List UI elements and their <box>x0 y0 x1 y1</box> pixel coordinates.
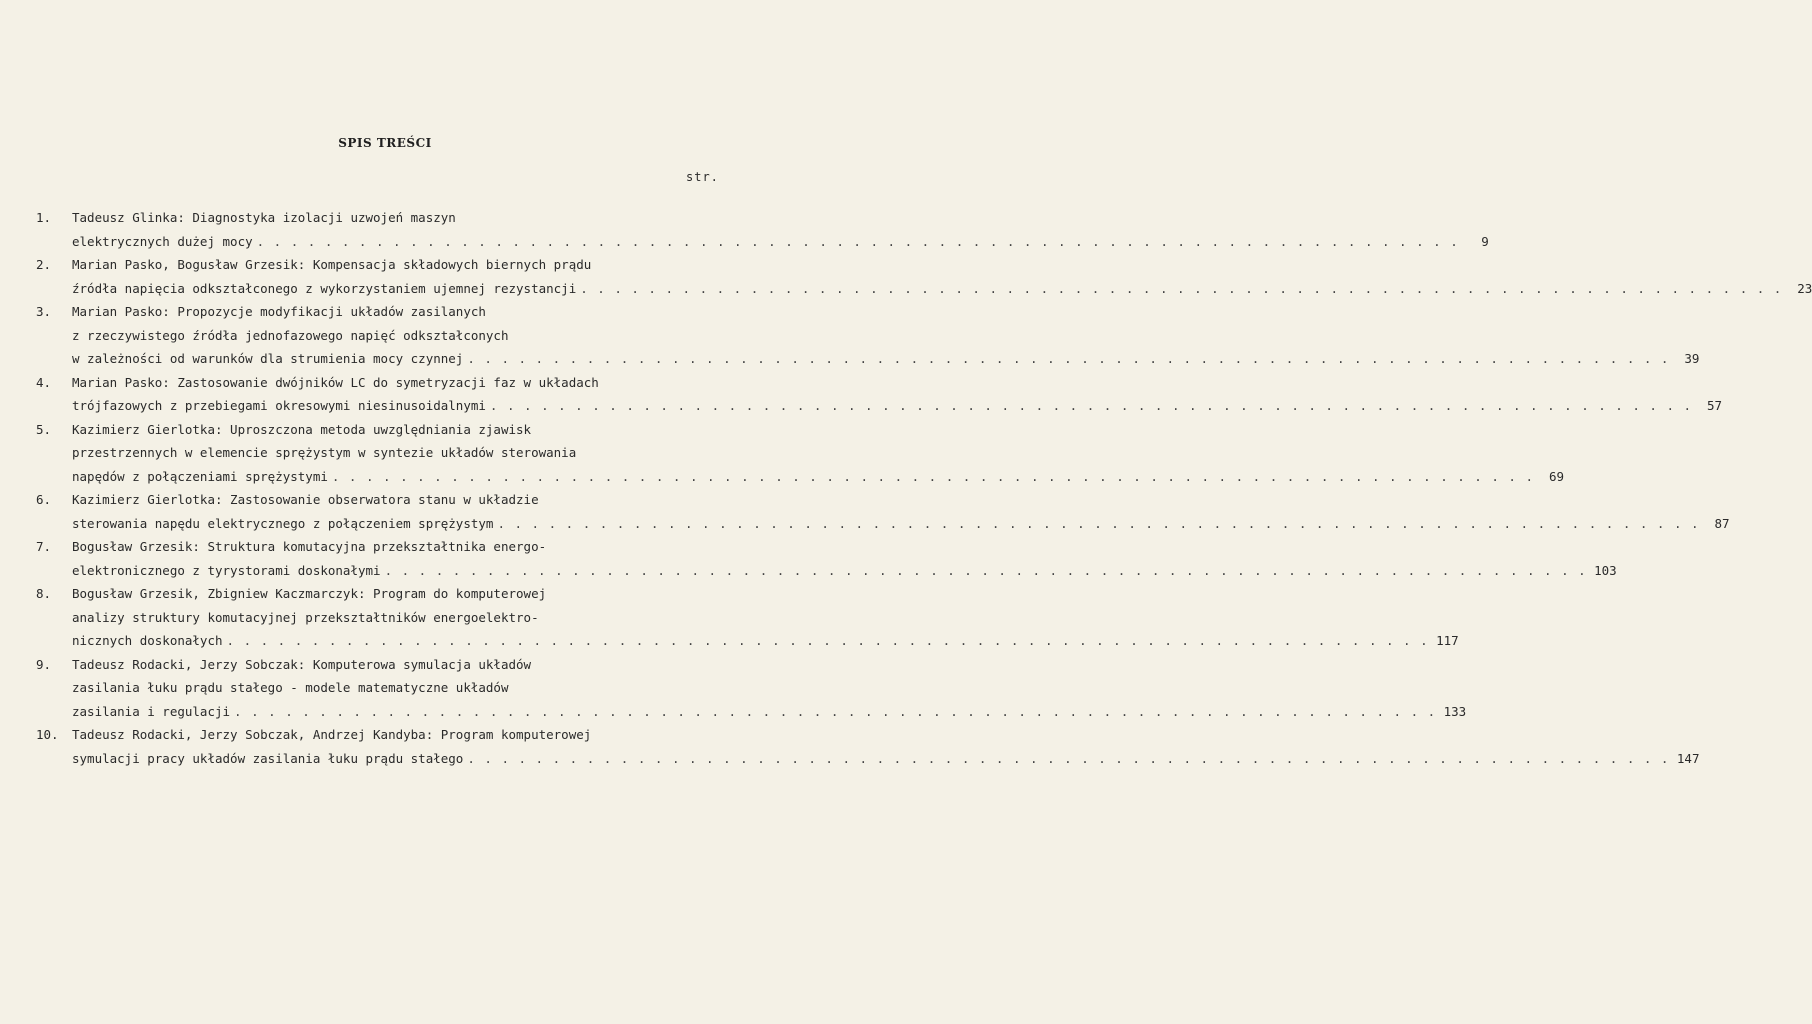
toc-entry <box>36 300 1700 371</box>
entry-number: 6. <box>36 492 52 507</box>
dot-leader: . . . . . . . . . . . . . . . . . . . . . . . . . . . . . . . . . . . . . . . . . . . . . . . . . . . . . . . . . . . . . . . . . . . . . . . <box>234 703 1437 719</box>
entry-text <box>72 582 1459 653</box>
entry-text <box>72 535 1617 582</box>
entry-number: 8. <box>36 586 52 601</box>
page-number: 133 <box>1443 703 1467 719</box>
dot-leader: . . . . . . . . . . . . . . . . . . . . . . . . . . . . . . . . . . . . . . . . . . . . . . . . . . . . . . . . . . . . . . . . . . . . . . . <box>467 750 1670 766</box>
entry-number: 5. <box>36 421 52 437</box>
entry-last-line <box>72 277 1812 301</box>
entry-last-line <box>72 629 1459 653</box>
dot-leader: . . . . . . . . . . . . . . . . . . . . . . . . . . . . . . . . . . . . . . . . . . . . . . . . . . . . . . . . . . . . . . . . . . . . . . . <box>256 233 1459 249</box>
page-column-label: str. <box>686 170 719 184</box>
entry-line: nicznych doskonałych <box>72 633 223 648</box>
entry-line: w zależności od warunków dla strumienia mocy czynnej <box>72 351 464 366</box>
entry-last-line <box>72 347 1700 371</box>
dot-leader: . . . . . . . . . . . . . . . . . . . . . . . . . . . . . . . . . . . . . . . . . . . . . . . . . . . . . . . . . . . . . . . . . . . . . . . <box>226 633 1429 648</box>
entry-line: przestrzennych w elemencie sprężystym w syntezie układów sterowania <box>72 445 577 460</box>
entry-line: napędów z połączeniami sprężystymi <box>72 468 328 484</box>
entry-last-line <box>72 747 1700 771</box>
toc-entry <box>36 371 1723 418</box>
entry-line: Bogusław Grzesik, Zbigniew Kaczmarczyk: Program do komputerowej <box>72 586 547 601</box>
dot-leader: . . . . . . . . . . . . . . . . . . . . . . . . . . . . . . . . . . . . . . . . . . . . . . . . . . . . . . . . . . . . . . . . . . . . . . . <box>467 351 1670 366</box>
entry-number: 1. <box>36 210 52 225</box>
entry-last-line <box>72 512 1730 536</box>
entry-line: Marian Pasko, Bogusław Grzesik: Kompensacja składowych biernych prądu <box>72 257 592 272</box>
entry-line: sterowania napędu elektrycznego z połączeniem sprężystym <box>72 515 494 531</box>
toc-entry <box>36 653 1467 724</box>
toc-entry <box>36 488 1730 535</box>
entry-number: 9. <box>36 656 52 672</box>
entry-line: elektrycznych dużej mocy <box>72 233 253 249</box>
entry-line: Marian Pasko: Propozycje modyfikacji układów zasilanych <box>72 304 486 319</box>
page-number: 9 <box>1481 233 1489 249</box>
entry-line: Tadeusz Rodacki, Jerzy Sobczak: Komputerowa symulacja układów <box>72 656 532 672</box>
toc-entry <box>36 582 1459 653</box>
entry-line: Marian Pasko: Zastosowanie dwójników LC do symetryzacji faz w układach <box>72 374 599 390</box>
entry-line: analizy struktury komutacyjnej przekształtników energoelektro- <box>72 609 539 625</box>
entry-last-line <box>72 230 1489 254</box>
entry-line: z rzeczywistego źródła jednofazowego napięć odkształconych <box>72 327 509 343</box>
page-number: 39 <box>1684 351 1700 366</box>
toc-entry <box>36 206 1489 253</box>
table-of-contents <box>36 206 1812 770</box>
entry-last-line <box>72 559 1617 583</box>
entry-text <box>72 653 1467 724</box>
dot-leader: . . . . . . . . . . . . . . . . . . . . . . . . . . . . . . . . . . . . . . . . . . . . . . . . . . . . . . . . . . . . . . . . . . . . . . . <box>497 515 1700 531</box>
entry-line: elektronicznego z tyrystorami doskonałymi <box>72 562 381 578</box>
page-number: 69 <box>1548 468 1564 484</box>
entry-line: Tadeusz Rodacki, Jerzy Sobczak, Andrzej Kandyba: Program komputerowej <box>72 727 592 742</box>
entry-text <box>72 723 1700 770</box>
entry-last-line <box>72 700 1467 724</box>
page-number: 103 <box>1594 562 1617 578</box>
entry-text <box>72 300 1700 371</box>
entry-text <box>72 488 1730 535</box>
entry-number: 2. <box>36 257 52 272</box>
page-number: 23 <box>1797 280 1812 296</box>
entry-line: symulacji pracy układów zasilania łuku prądu stałego <box>72 750 464 766</box>
page-number: 117 <box>1436 633 1459 648</box>
toc-entry <box>36 418 1564 489</box>
toc-entry <box>36 253 1812 300</box>
entry-line: Kazimierz Gierlotka: Uproszczona metoda uwzględniania zjawisk <box>72 421 532 437</box>
toc-entry <box>36 535 1617 582</box>
entry-line: Kazimierz Gierlotka: Zastosowanie obserwatora stanu w układzie <box>72 492 539 507</box>
entry-line: źródła napięcia odkształconego z wykorzystaniem ujemnej rezystancji <box>72 280 577 296</box>
page-number: 57 <box>1706 398 1723 413</box>
entry-number: 3. <box>36 304 52 319</box>
entry-line: trójfazowych z przebiegami okresowymi niesinusoidalnymi <box>72 398 486 413</box>
entry-line: zasilania i regulacji <box>72 703 231 719</box>
dot-leader: . . . . . . . . . . . . . . . . . . . . . . . . . . . . . . . . . . . . . . . . . . . . . . . . . . . . . . . . . . . . . . . . . . . . . . . <box>384 562 1587 578</box>
entry-text <box>72 253 1812 300</box>
entry-line: Bogusław Grzesik: Struktura komutacyjna przekształtnika energo- <box>72 539 547 554</box>
entry-line: zasilania łuku prądu stałego - modele matematyczne układów <box>72 680 509 695</box>
page-number: 87 <box>1714 515 1730 531</box>
toc-entry <box>36 723 1700 770</box>
entry-number: 7. <box>36 539 52 554</box>
page-title: SPIS TREŚCI <box>338 136 432 150</box>
dot-leader: . . . . . . . . . . . . . . . . . . . . . . . . . . . . . . . . . . . . . . . . . . . . . . . . . . . . . . . . . . . . . . . . . . . . . . . <box>331 468 1534 484</box>
dot-leader: . . . . . . . . . . . . . . . . . . . . . . . . . . . . . . . . . . . . . . . . . . . . . . . . . . . . . . . . . . . . . . . . . . . . . . . <box>489 398 1693 413</box>
page-number: 147 <box>1676 750 1700 766</box>
entry-last-line <box>72 465 1564 489</box>
entry-number: 4. <box>36 374 52 390</box>
entry-number: 10. <box>36 727 59 742</box>
entry-line: Tadeusz Glinka: Diagnostyka izolacji uzwojeń maszyn <box>72 210 456 225</box>
entry-last-line <box>72 394 1723 418</box>
entry-text <box>72 418 1564 489</box>
dot-leader: . . . . . . . . . . . . . . . . . . . . . . . . . . . . . . . . . . . . . . . . . . . . . . . . . . . . . . . . . . . . . . . . . . . . . . . <box>580 280 1783 296</box>
entry-text <box>72 371 1723 418</box>
entry-text <box>72 206 1489 253</box>
